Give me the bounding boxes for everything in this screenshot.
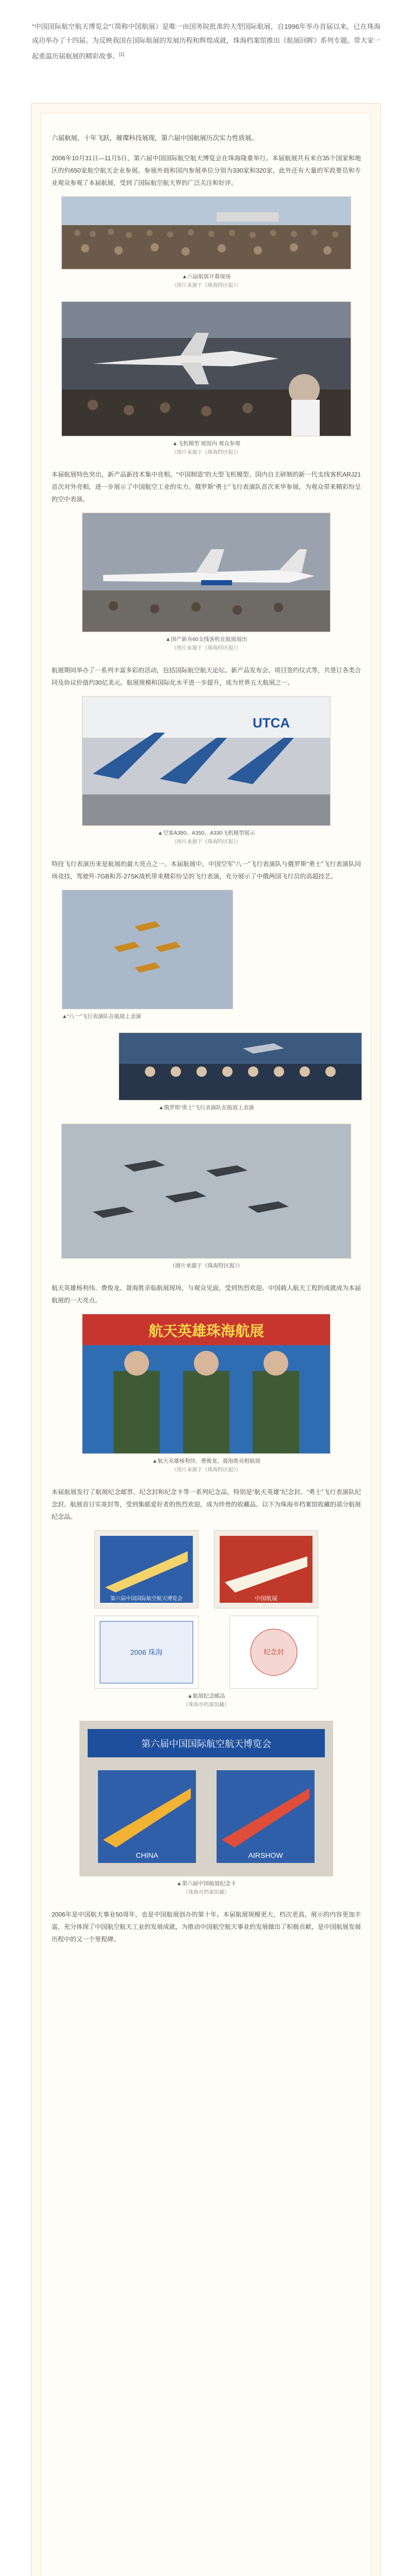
caption-10 bbox=[52, 1879, 361, 1897]
photo-models-graphic bbox=[83, 697, 330, 825]
photo-cards bbox=[79, 1721, 333, 1876]
card-left-text: CHINA bbox=[136, 1851, 158, 1859]
caption-3-text: ▲国产新舟60支线客机在航展展出 bbox=[165, 636, 248, 642]
stamp-1-text: 第六届中国国际航空航天博览会 bbox=[110, 1596, 183, 1602]
stamp-2 bbox=[214, 1530, 318, 1608]
paragraph-2: 本届航展特色突出，新产品新技术集中亮相。“中国制造”的大型飞机模型、国内自主研制的新一代支线客机ARJ21首次对外亮相，进一步展示了中国航空工业的实力。俄罗斯“勇士”飞行表演队首次来华参展，为观众带来精彩纷呈的空中表演。 bbox=[52, 471, 361, 503]
caption-1 bbox=[52, 273, 361, 290]
photo-crowd bbox=[61, 196, 351, 269]
caption-9 bbox=[52, 1692, 361, 1709]
photo-cards-graphic bbox=[80, 1721, 333, 1876]
intro-footnote: [1] bbox=[119, 52, 125, 57]
photo-aircraft-graphic bbox=[83, 513, 330, 632]
photo-hall-graphic bbox=[62, 302, 351, 436]
paragraph-4: 特技飞行表演历来是航展的最大亮点之一。本届航展中，中国空军“八一”飞行表演队与俄罗斯“勇士”飞行表演队同场竞技，驾驶歼-7GB和苏-27SK战机带来精彩纷呈的飞行表演，充分展示了中俄两国飞行员的高超技艺。 bbox=[52, 860, 361, 880]
caption-7-source: （图片来源于《珠海特区报》） bbox=[171, 1467, 241, 1473]
caption-5-text: ▲“八一”飞行表演队在航展上表演 bbox=[62, 1013, 141, 1020]
caption-1-text: ▲六届航展开幕现场 bbox=[182, 274, 231, 280]
stamp-row-2 bbox=[52, 1616, 361, 1689]
caption-6-text: ▲俄罗斯“勇士”飞行表演队在航展上表演 bbox=[158, 1105, 254, 1111]
card-right-text: AIRSHOW bbox=[248, 1851, 283, 1859]
caption-5 bbox=[52, 1012, 361, 1021]
stamp-3 bbox=[94, 1616, 199, 1689]
caption-3 bbox=[52, 635, 361, 653]
svg-text:UTCA: UTCA bbox=[253, 715, 290, 731]
caption-8-source: （珠海市档案馆藏） bbox=[183, 1702, 229, 1708]
photo-hall bbox=[61, 301, 351, 436]
paragraph-6: 本届航展发行了航展纪念邮票、纪念封和纪念卡等一系列纪念品，特别是“航天英雄”纪念封、“勇士”飞行表演队纪念封、航展首日实寄封等，受到集邮爱好者的热烈欢迎，成为珍贵的收藏品。以下为珠海市档案馆收藏的部分航展纪念品。 bbox=[52, 1488, 361, 1520]
lead-paragraph: 六届航展，十年飞跃，璀璨科技展现，第六届中国航展历次实力性质展。 bbox=[52, 134, 258, 142]
stamp-1-graphic bbox=[95, 1531, 198, 1608]
caption-9-text: ▲第六届中国航展纪念卡 bbox=[176, 1880, 236, 1887]
caption-8-text: ▲航展纪念邮品 bbox=[187, 1693, 225, 1699]
caption-4-text: ▲空客A380、A350、A330飞机模型展示 bbox=[157, 830, 255, 836]
stamp-2-graphic bbox=[215, 1531, 318, 1608]
paragraph-7: 2006年是中国航天事业50周年，也是中国航展创办的第十年。本届航展规模更大，档次更高，展示的内容更加丰富，充分体现了中国航空航天工业的发展成就，为推动中国航空航天事业的发展做出了积极贡献，是中国航展发展历程中的又一个里程碑。 bbox=[52, 1911, 361, 1943]
stamp-1 bbox=[94, 1530, 199, 1608]
stamp-3-text: 2006 珠海 bbox=[130, 1648, 163, 1656]
stamp-2-text: 中国航展 bbox=[255, 1596, 277, 1602]
caption-8 bbox=[52, 1457, 361, 1475]
caption-6 bbox=[52, 1104, 361, 1112]
caption-7-text: ▲航天英雄杨利伟、费俊龙、聂海胜亮相航展 bbox=[152, 1458, 260, 1464]
caption-3-source: （图片来源于《珠海特区报》） bbox=[171, 646, 241, 651]
stamp-4-graphic bbox=[230, 1616, 318, 1688]
photo-team bbox=[119, 1032, 362, 1100]
photo-su27-graphic bbox=[62, 1124, 351, 1258]
stamp-row bbox=[52, 1530, 361, 1608]
caption-4 bbox=[52, 829, 361, 846]
banner-text: 航天英雄珠海航展 bbox=[148, 1323, 265, 1339]
photo-crowd-graphic bbox=[62, 197, 351, 269]
photo-astronauts-graphic bbox=[83, 1314, 330, 1453]
photo-aircraft bbox=[82, 513, 331, 632]
photo-models bbox=[82, 696, 331, 826]
caption-1-source: （图片来源于《珠海特区报》） bbox=[171, 283, 241, 289]
photo-team-graphic bbox=[119, 1033, 361, 1100]
paragraph-1: 2006年10月31日—11月5日，第六届中国国际航空航天博览会在珠海隆重举行。本届航展共有来自35个国家和地区的約650家航空航天企业参展。参展外商和国内参展单位分别为330家和320家，此外还有大量的军政要员和专业观众参观了本届航展，受到了国际航空航天界的广泛关注和好评。 bbox=[52, 155, 361, 187]
stamp-3-graphic bbox=[95, 1616, 198, 1688]
caption-2 bbox=[52, 439, 361, 457]
stamp-4-text: 纪念封 bbox=[263, 1648, 284, 1656]
caption-2-text: ▲飞机模型 展馆内 观众参观 bbox=[172, 440, 240, 447]
stamp-4 bbox=[229, 1616, 318, 1689]
caption-6-source: （图片来源于《珠海特区报》） bbox=[170, 1263, 243, 1269]
intro-paragraph bbox=[32, 20, 381, 63]
photo-astronauts bbox=[82, 1314, 331, 1454]
photo-su27 bbox=[61, 1124, 351, 1259]
caption-4-source: （图片来源于《珠海特区报》） bbox=[171, 839, 241, 845]
caption-9-source: （珠海市档案馆藏） bbox=[183, 1890, 229, 1895]
photo-formation bbox=[62, 890, 233, 1009]
photo-formation-graphic bbox=[62, 890, 233, 1009]
cards-title: 第六届中国国际航空航天博览会 bbox=[141, 1739, 271, 1749]
paragraph-3: 航展期间举办了一系列丰富多彩的活动，包括国际航空航天论坛、新产品发布会、项目签约仪式等，共签订各类合同及协议价值约30亿美元。航展规模和国际化水平进一步提升，成为世界五大航展之一。 bbox=[52, 667, 361, 686]
article-body bbox=[52, 131, 361, 1953]
paragraph-5: 航天英雄杨利伟、费俊龙、聂海胜亲临航展现场，与观众见面，受到热烈欢迎。中国载人航天工程的成就成为本届航展的一大亮点。 bbox=[52, 1284, 361, 1304]
intro-text: “中国国际航空航天博览会”（简称中国航展）是唯一由国务院批准的大型国际航展，自1996年举办首届以来，已在珠海成功举办了十四届。为反映我国在国际航展的发展历程和辉煌成就，珠海档案馆推出《航展回眸》系列专题。带大家一起重温历届航展的精彩故事。 bbox=[32, 23, 381, 60]
caption-2-source: （图片来源于《珠海特区报》） bbox=[171, 450, 241, 455]
caption-7-team bbox=[52, 1262, 361, 1270]
